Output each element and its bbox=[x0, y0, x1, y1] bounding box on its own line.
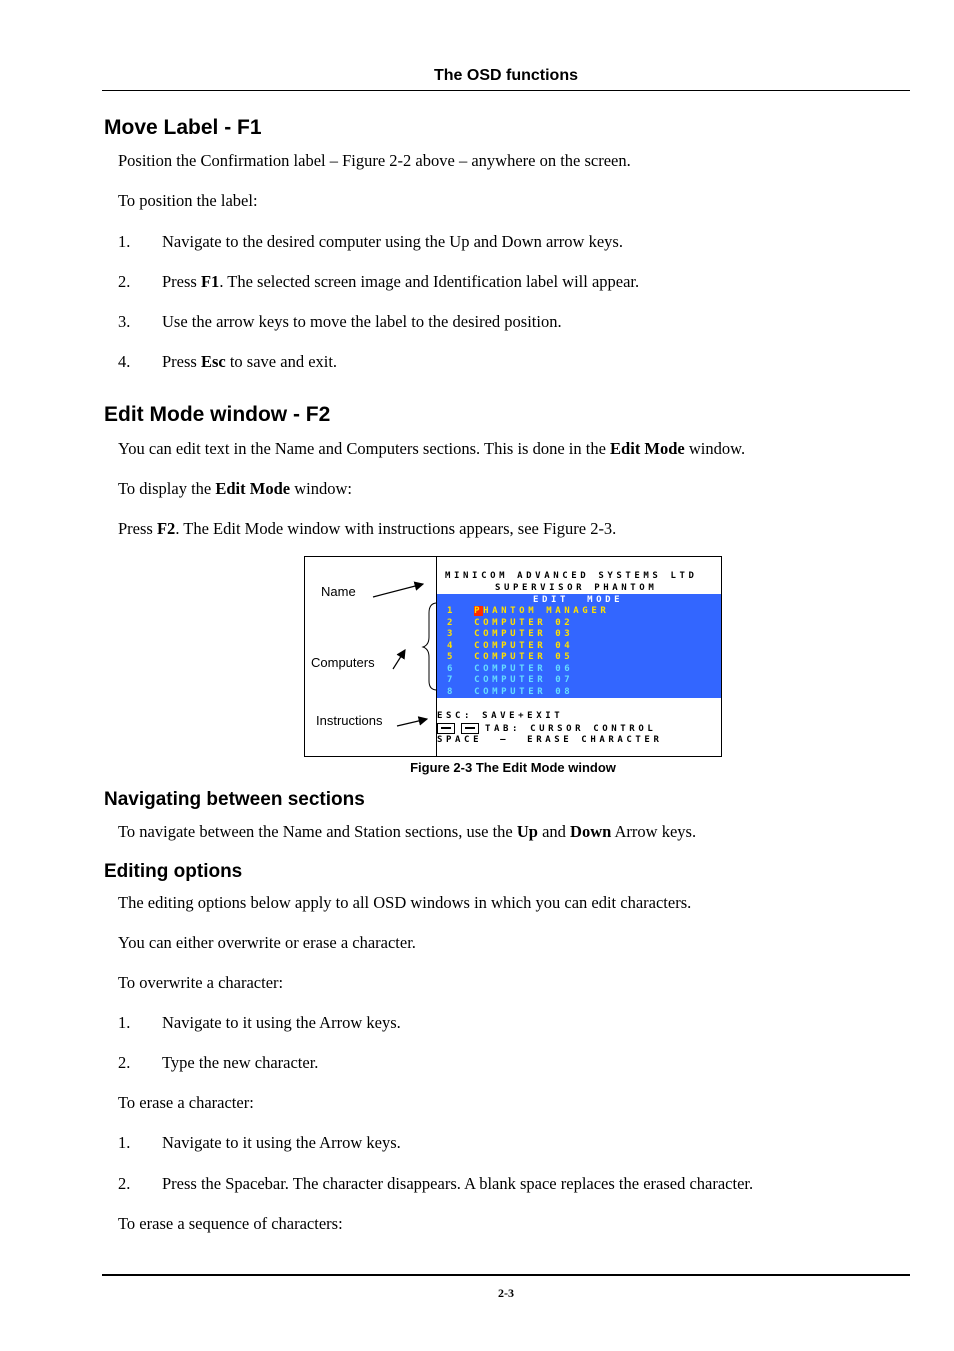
list-text: Navigate to it using the Arrow keys. bbox=[162, 1133, 401, 1152]
editing-para-2: You can either overwrite or erase a character. bbox=[118, 933, 416, 952]
list-number: 2. bbox=[118, 1174, 131, 1193]
running-header: The OSD functions bbox=[434, 67, 578, 84]
osd-edit-panel bbox=[437, 594, 721, 698]
list-number: 1. bbox=[118, 1133, 131, 1152]
osd-screen bbox=[437, 557, 721, 756]
edit-mode-figure bbox=[304, 556, 722, 757]
callout-computers: Computers bbox=[311, 655, 375, 670]
osd-space-instruction: SPACE – ERASE CHARACTER bbox=[437, 735, 663, 745]
callout-arrows bbox=[305, 557, 445, 757]
heading-edit-mode: Edit Mode window - F2 bbox=[104, 403, 331, 426]
edit-mode-para-3: Press F2. The Edit Mode window with instructions appears, see Figure 2-3. bbox=[118, 519, 617, 538]
osd-computer-row[interactable]: 3 COMPUTER 03 bbox=[447, 629, 574, 639]
key-esc: Esc bbox=[200, 352, 226, 371]
edit-mode-para-2: To display the Edit Mode window: bbox=[118, 479, 352, 498]
osd-user: SUPERVISOR PHANTOM bbox=[495, 583, 658, 593]
osd-computer-row[interactable]: 7 COMPUTER 07 bbox=[447, 675, 574, 685]
page-number: 2-3 bbox=[498, 1286, 514, 1300]
list-number: 3. bbox=[118, 312, 131, 331]
osd-computer-row[interactable]: 8 COMPUTER 08 bbox=[447, 687, 574, 697]
list-number: 4. bbox=[118, 352, 131, 371]
editing-para-5: To erase a sequence of characters: bbox=[118, 1214, 343, 1233]
heading-editing-options: Editing options bbox=[104, 861, 243, 882]
list-text: Press F1. The selected screen image and Identification label will appear. bbox=[162, 272, 640, 291]
arrow-icon bbox=[393, 650, 405, 669]
heading-move-label: Move Label - F1 bbox=[104, 116, 262, 139]
osd-tab-instruction: TAB: CURSOR CONTROL bbox=[437, 723, 656, 734]
navigating-para: To navigate between the Name and Station sections, use the Up and Down Arrow keys. bbox=[118, 822, 697, 841]
callout-instructions: Instructions bbox=[316, 713, 383, 728]
list-number: 1. bbox=[118, 232, 131, 251]
brace-icon bbox=[423, 603, 437, 690]
osd-esc-instruction: ESC: SAVE+EXIT bbox=[437, 711, 564, 721]
edit-cursor: P bbox=[474, 606, 484, 616]
figure-caption: Figure 2-3 The Edit Mode window bbox=[410, 760, 616, 775]
move-label-intro: Position the Confirmation label – Figure 2-2 above – anywhere on the screen. bbox=[118, 151, 631, 170]
list-text: Press Esc to save and exit. bbox=[162, 352, 338, 371]
osd-company: MINICOM ADVANCED SYSTEMS LTD bbox=[445, 571, 698, 581]
osd-computer-row[interactable]: 6 COMPUTER 06 bbox=[447, 664, 574, 674]
list-number: 2. bbox=[118, 1053, 131, 1072]
list-text: Navigate to the desired computer using the Up and Down arrow keys. bbox=[162, 232, 623, 251]
footer-rule bbox=[102, 1274, 910, 1276]
list-text: Use the arrow keys to move the label to the desired position. bbox=[162, 312, 562, 331]
header-rule bbox=[102, 90, 910, 91]
editing-para-3: To overwrite a character: bbox=[118, 973, 284, 992]
osd-mode-title: EDIT MODE bbox=[533, 595, 624, 605]
osd-computer-row[interactable]: 5 COMPUTER 05 bbox=[447, 652, 574, 662]
list-text: Navigate to it using the Arrow keys. bbox=[162, 1013, 401, 1032]
osd-computer-row[interactable]: 2 COMPUTER 02 bbox=[447, 618, 574, 628]
osd-computer-row[interactable]: 4 COMPUTER 04 bbox=[447, 641, 574, 651]
keyboard-icon bbox=[437, 723, 455, 734]
keyboard-icon bbox=[461, 723, 479, 734]
list-number: 2. bbox=[118, 272, 131, 291]
osd-name-row[interactable]: 1 PHANTOM MANAGER bbox=[447, 606, 610, 616]
editing-para-4: To erase a character: bbox=[118, 1093, 254, 1112]
list-number: 1. bbox=[118, 1013, 131, 1032]
list-text: Press the Spacebar. The character disappears. A blank space replaces the erased character. bbox=[162, 1174, 754, 1193]
callout-name: Name bbox=[321, 584, 356, 599]
move-label-lead: To position the label: bbox=[118, 191, 258, 210]
list-text: Type the new character. bbox=[162, 1053, 319, 1072]
arrow-icon bbox=[373, 584, 423, 597]
edit-mode-para-1: You can edit text in the Name and Computers sections. This is done in the Edit Mode window. bbox=[118, 439, 746, 458]
arrow-icon bbox=[397, 719, 427, 726]
heading-navigating: Navigating between sections bbox=[104, 789, 365, 810]
editing-para-1: The editing options below apply to all OSD windows in which you can edit characters. bbox=[118, 893, 692, 912]
key-f1: F1 bbox=[200, 272, 220, 291]
